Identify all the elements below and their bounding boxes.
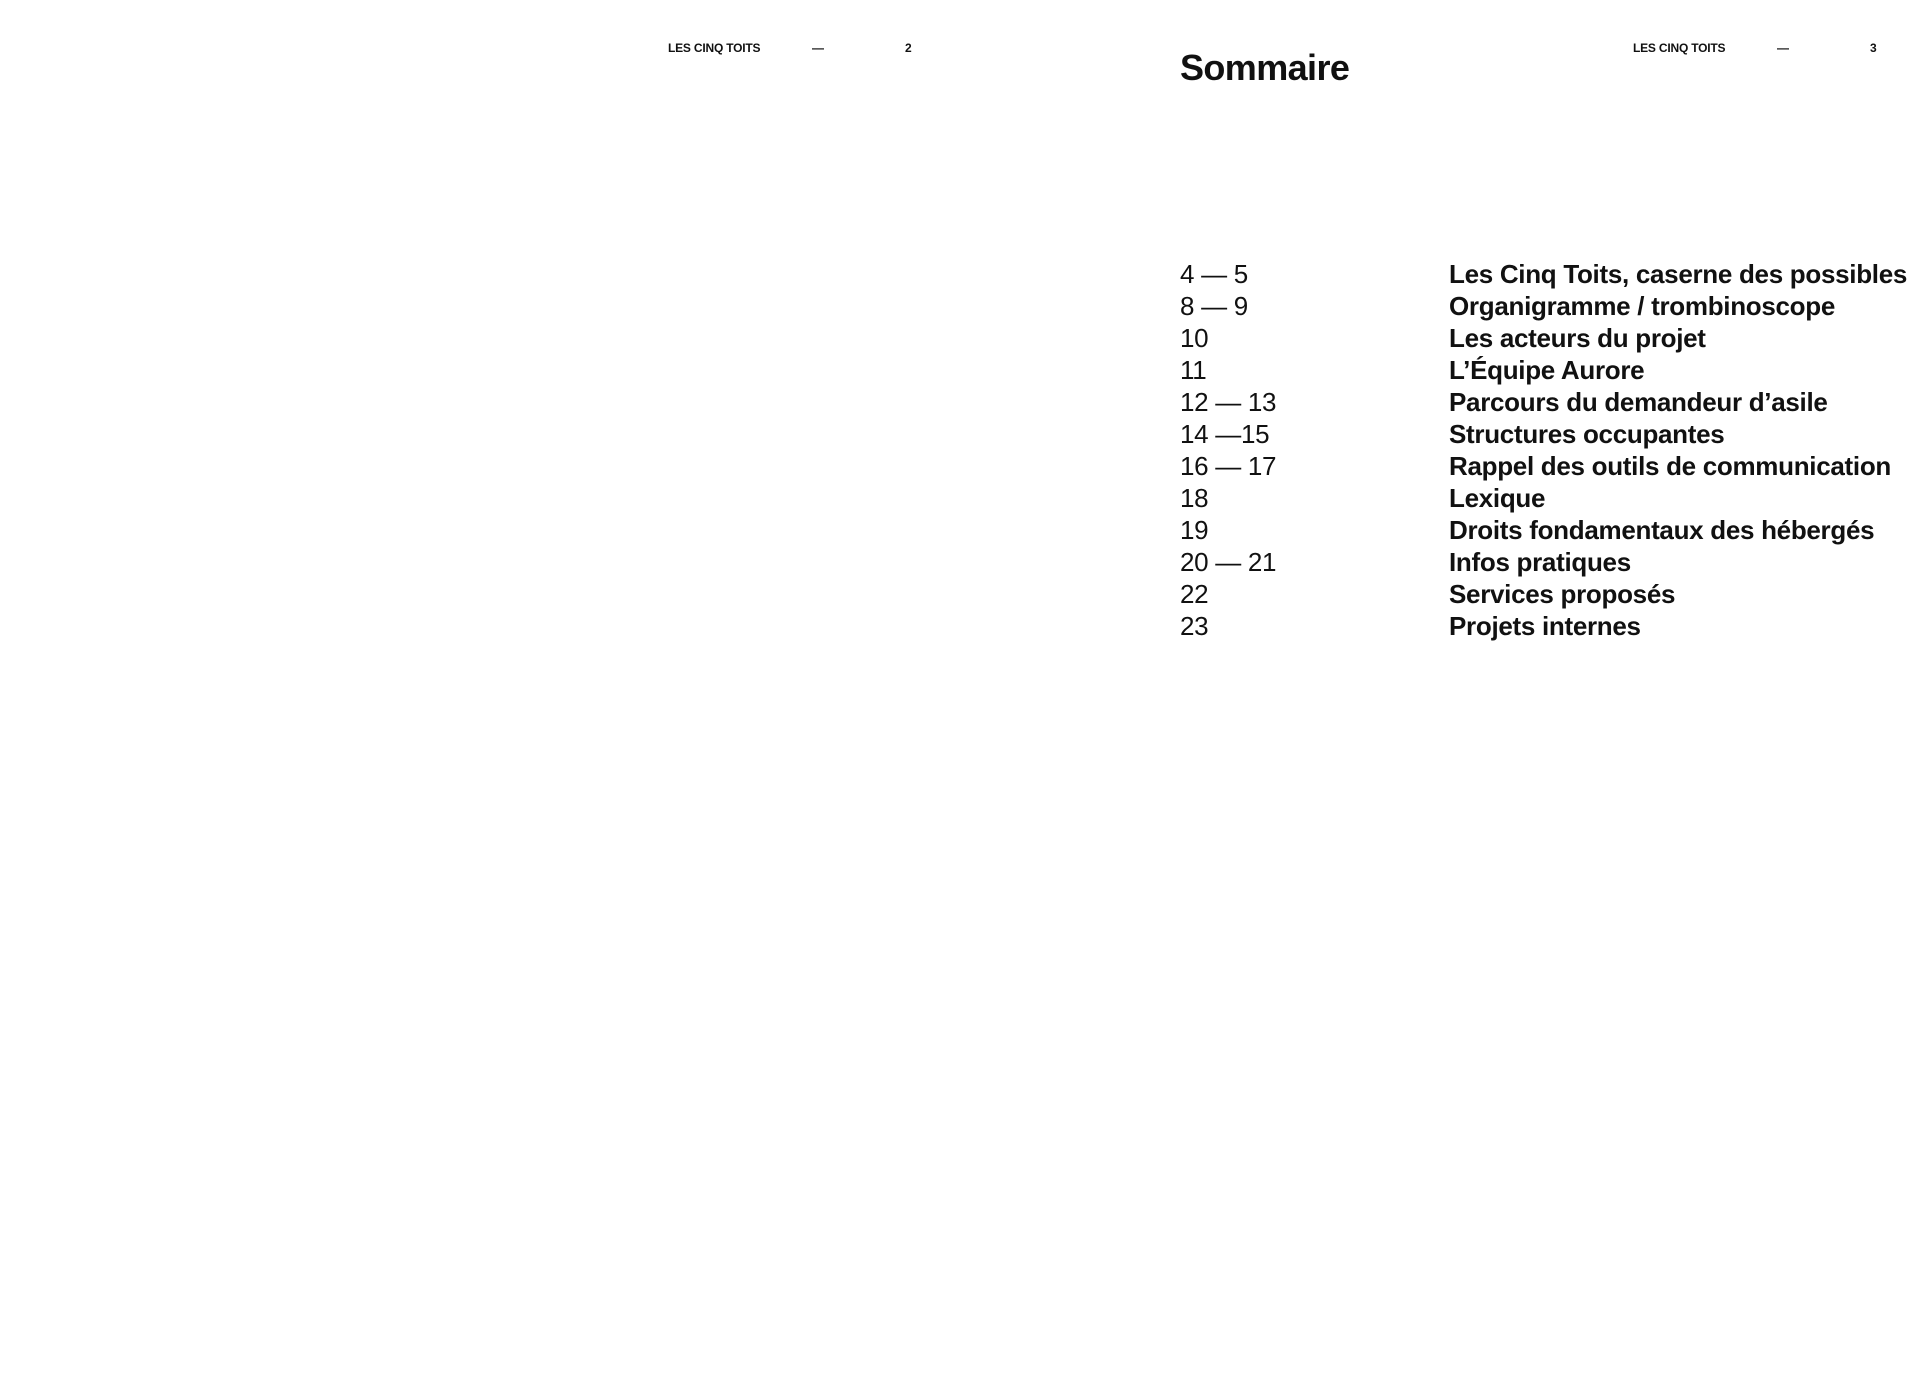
toc-entry-title: Rappel des outils de communication: [1449, 451, 1891, 481]
toc-entry[interactable]: [1180, 514, 1900, 546]
toc-entry-title: Structures occupantes: [1449, 419, 1725, 449]
toc-entry[interactable]: [1180, 322, 1900, 354]
page-number: 3: [1870, 41, 1877, 55]
toc-entry-pages: 11: [1180, 355, 1207, 385]
toc-entry[interactable]: [1180, 578, 1900, 610]
toc-entry-title: Organigramme / trombinoscope: [1449, 291, 1836, 321]
toc-entry[interactable]: [1180, 546, 1900, 578]
table-of-contents: [1180, 258, 1908, 642]
toc-entry[interactable]: [1180, 258, 1908, 290]
toc-entry-pages: 18: [1180, 483, 1209, 513]
toc-entry-title: Droits fondamentaux des hébergés: [1449, 515, 1875, 545]
toc-entry[interactable]: [1180, 386, 1900, 418]
toc-entry-title: Les Cinq Toits, caserne des possibles: [1449, 259, 1908, 289]
toc-entry[interactable]: [1180, 290, 1900, 322]
toc-entry-pages: 8 — 9: [1180, 291, 1248, 321]
toc-entry-pages: 19: [1180, 515, 1209, 545]
toc-entry-title: Infos pratiques: [1449, 547, 1631, 577]
toc-entry[interactable]: [1180, 418, 1900, 450]
toc-entry-title: Les acteurs du projet: [1449, 323, 1706, 353]
toc-entry-pages: 16 — 17: [1180, 451, 1277, 481]
header-title: LES CINQ TOITS: [1633, 41, 1726, 55]
toc-entry-pages: 12 — 13: [1180, 387, 1277, 417]
right-page: [960, 0, 1920, 1386]
toc-entry[interactable]: [1180, 610, 1900, 642]
page-number: 2: [905, 41, 912, 55]
toc-entry[interactable]: [1180, 354, 1900, 386]
toc-entry-pages: 10: [1180, 323, 1209, 353]
toc-entry-pages: 20 — 21: [1180, 547, 1277, 577]
toc-entry-title: Lexique: [1449, 483, 1546, 513]
toc-entry[interactable]: [1180, 450, 1900, 482]
toc-entry-title: L’Équipe Aurore: [1449, 355, 1645, 385]
header-title: LES CINQ TOITS: [668, 41, 761, 55]
toc-entry-pages: 23: [1180, 611, 1209, 641]
toc-entry-pages: 14 —15: [1180, 419, 1270, 449]
page-title: Sommaire: [1180, 47, 1350, 88]
toc-entry-pages: 4 — 5: [1180, 259, 1248, 289]
header-dash: —: [1777, 41, 1789, 55]
toc-entry-title: Projets internes: [1449, 611, 1641, 641]
toc-entry-title: Parcours du demandeur d’asile: [1449, 387, 1828, 417]
toc-entry[interactable]: [1180, 482, 1900, 514]
toc-entry-pages: 22: [1180, 579, 1209, 609]
header-dash: —: [812, 41, 824, 55]
toc-entry-title: Services proposés: [1449, 579, 1676, 609]
